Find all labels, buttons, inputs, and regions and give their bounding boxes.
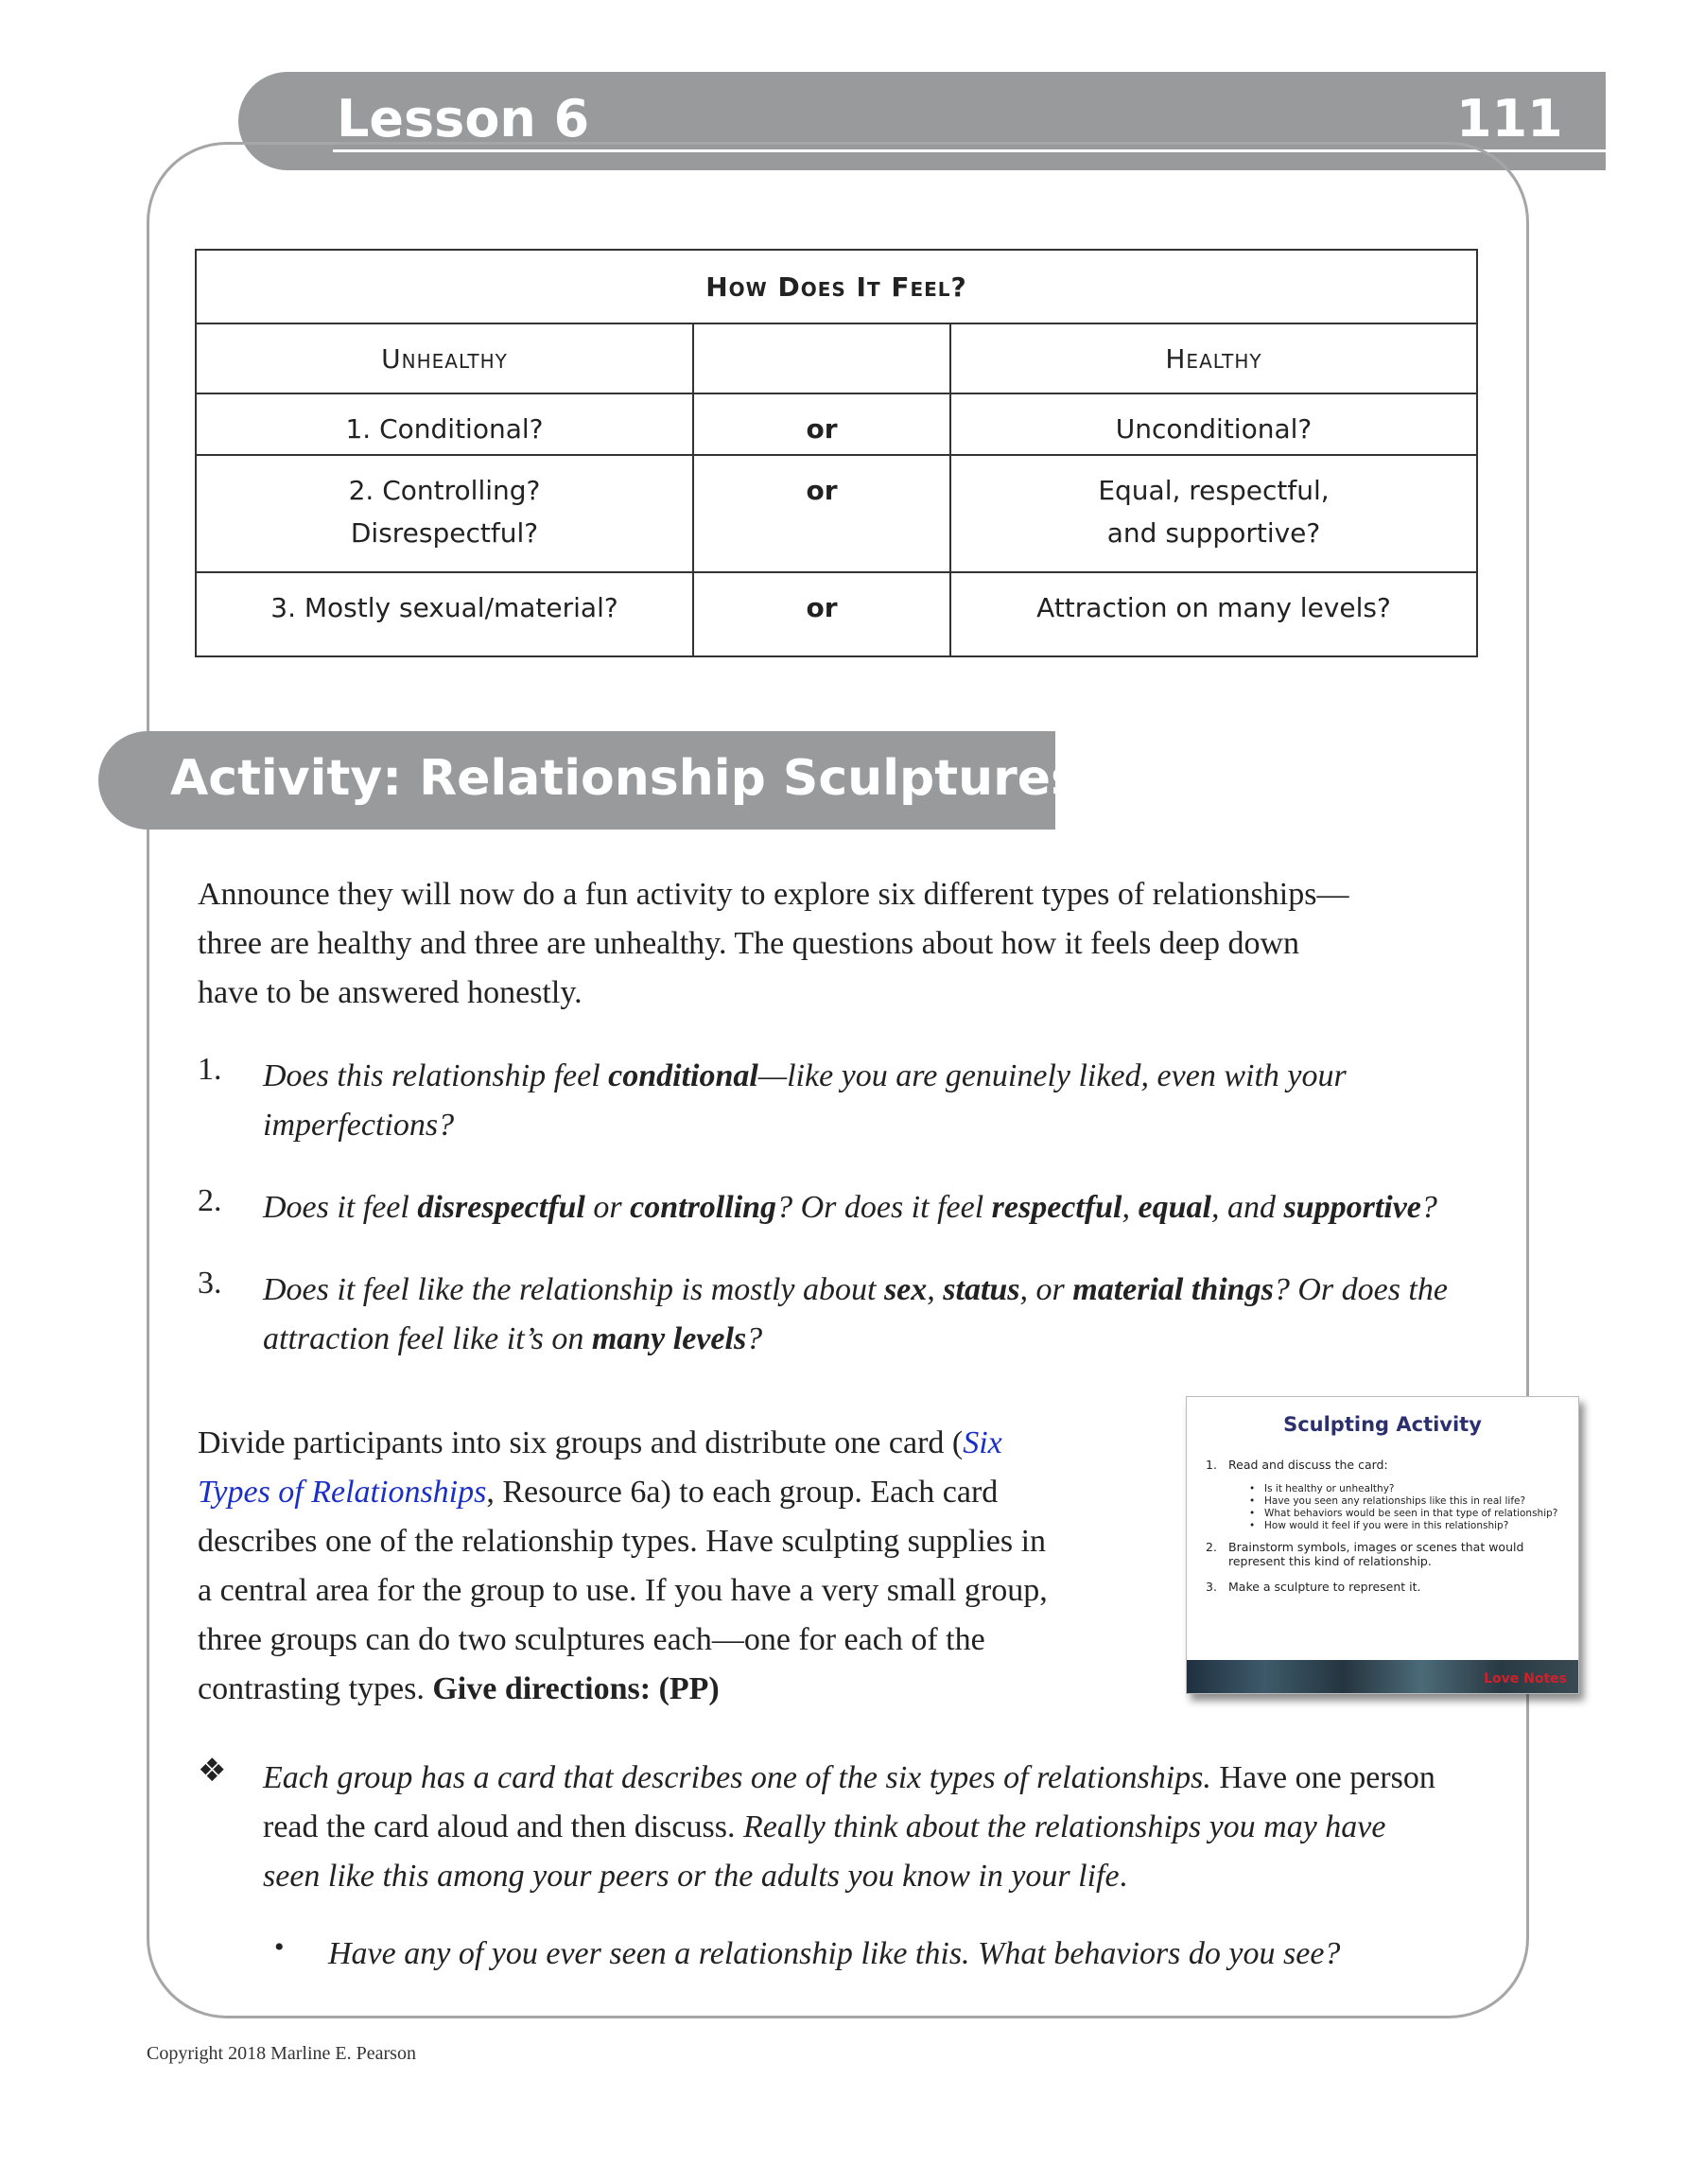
divide-paragraph (198, 1419, 1153, 1714)
or-cell: or (693, 455, 950, 572)
or-cell: or (693, 393, 950, 455)
group-instruction (263, 1754, 1492, 1901)
text: ? Or does it feel (776, 1190, 992, 1225)
page-number: 111 (1456, 89, 1563, 149)
cell-text: 2. Controlling? (348, 475, 541, 506)
column-header-unhealthy: Unhealthy (196, 323, 693, 393)
intro-line: have to be answered honestly. (198, 975, 583, 1010)
text: Have one person (1210, 1760, 1435, 1795)
text: three groups can do two sculptures each—one for each of the (198, 1622, 985, 1657)
table-title: How Does It Feel? (196, 250, 1477, 323)
text: read the card aloud and then discuss. (263, 1809, 743, 1844)
question-1 (263, 1052, 1492, 1150)
slide-title: Sculpting Activity (1283, 1413, 1482, 1436)
or-cell: or (693, 572, 950, 656)
cell-text: Attraction on many levels? (1036, 592, 1391, 623)
brand-logo: Love Notes (1484, 1671, 1567, 1686)
text: , Resource 6a) to each group. Each card (486, 1475, 999, 1510)
slide-step (1206, 1580, 1565, 1594)
text: or (584, 1190, 631, 1225)
text: ? (1420, 1190, 1437, 1225)
slide-step (1206, 1458, 1565, 1472)
text: Divide participants into six groups and distribute one card ( (198, 1425, 964, 1460)
table-row (196, 455, 1477, 572)
text: disrespectful (417, 1190, 585, 1225)
text: sex (883, 1272, 928, 1307)
cell-text: and supportive? (1106, 517, 1321, 549)
healthy-cell (950, 572, 1477, 656)
directions-label: Give directions: (PP) (432, 1671, 720, 1706)
resource-link[interactable]: Six (963, 1425, 1002, 1460)
section-title: Activity: Relationship Sculptures (170, 750, 1080, 807)
step-number: 1. (1206, 1458, 1217, 1472)
text: ? (746, 1321, 763, 1356)
slide-sub-bullet: • How would it feel if you were in this relationship? (1206, 1520, 1565, 1532)
cell-text: Unconditional? (1115, 413, 1313, 445)
text: , and (1210, 1190, 1284, 1225)
table-header-row (196, 323, 1477, 393)
intro-paragraph (198, 870, 1493, 1018)
bullet-icon: • (274, 1931, 285, 1963)
question-3 (263, 1266, 1492, 1364)
unhealthy-cell (196, 455, 693, 572)
slide-steps (1206, 1458, 1565, 1605)
lesson-title: Lesson 6 (337, 89, 590, 149)
slide-sub-list (1206, 1483, 1565, 1532)
slide-thumbnail (1186, 1396, 1579, 1694)
cell-text: Equal, respectful, (1098, 475, 1330, 506)
copyright: Copyright 2018 Marline E. Pearson (147, 2043, 416, 2064)
resource-link[interactable]: Types of Relationships (198, 1475, 487, 1510)
text: material things (1072, 1272, 1274, 1307)
table-row (196, 572, 1477, 656)
text: attraction feel like it’s on (263, 1321, 592, 1356)
column-header-middle (693, 323, 950, 393)
step-text: Brainstorm symbols, images or scenes that would represent this kind of relationship. (1228, 1540, 1524, 1568)
table-title-row (196, 250, 1477, 323)
intro-line: Announce they will now do a fun activity to explore six different types of relationships— (198, 877, 1349, 912)
unhealthy-cell (196, 393, 693, 455)
slide-step (1206, 1540, 1565, 1568)
unhealthy-cell (196, 572, 693, 656)
healthy-cell (950, 455, 1477, 572)
diamond-bullet-icon: ❖ (198, 1752, 227, 1790)
question-2 (263, 1183, 1492, 1232)
intro-line: three are healthy and three are unhealthy. The questions about how it feels deep down (198, 926, 1300, 961)
text: status (943, 1272, 1020, 1307)
step-text: Make a sculpture to represent it. (1228, 1580, 1421, 1594)
text: conditional (608, 1058, 758, 1093)
cell-text: 1. Conditional? (345, 413, 544, 445)
healthy-cell (950, 393, 1477, 455)
cell-text: Disrespectful? (350, 517, 539, 549)
text: . (1119, 1859, 1128, 1894)
text: Each group has a card that describes one of the six types of relationships. (263, 1760, 1211, 1795)
bullet-question: Have any of you ever seen a relationship like this. What behaviors do you see? (328, 1936, 1341, 1971)
question-number: 2. (198, 1183, 222, 1218)
text: respectful (991, 1190, 1122, 1225)
text: supportive (1283, 1190, 1421, 1225)
table-row (196, 393, 1477, 455)
text: —like you are genuinely liked, even with your (757, 1058, 1347, 1093)
step-text: Read and discuss the card: (1228, 1458, 1388, 1472)
text: Really think about the relationships you may have (742, 1809, 1386, 1844)
slide-sub-bullet: • Is it healthy or unhealthy? (1206, 1483, 1565, 1495)
question-number: 1. (198, 1052, 222, 1087)
cell-text: 3. Mostly sexual/material? (270, 592, 618, 623)
text: , (1122, 1190, 1139, 1225)
text: many levels (591, 1321, 747, 1356)
how-does-it-feel-table (195, 249, 1478, 657)
text: , or (1019, 1272, 1073, 1307)
text: Does it feel like the relationship is mostly about (263, 1272, 884, 1307)
step-number: 2. (1206, 1540, 1217, 1554)
text: a central area for the group to use. If you have a very small group, (198, 1573, 1048, 1608)
question-number: 3. (198, 1266, 222, 1301)
text: controlling (630, 1190, 777, 1225)
slide-sub-bullet: • What behaviors would be seen in that type of relationship? (1206, 1508, 1565, 1520)
column-header-healthy: Healthy (950, 323, 1477, 393)
text: , (927, 1272, 944, 1307)
text: seen like this among your peers or the adults you know in your life (263, 1859, 1120, 1894)
slide-sub-bullet: • Have you seen any relationships like this in real life? (1206, 1495, 1565, 1508)
text: ? Or does the (1273, 1272, 1448, 1307)
step-number: 3. (1206, 1580, 1217, 1594)
text: Does it feel (263, 1190, 418, 1225)
text: describes one of the relationship types. Have sculpting supplies in (198, 1524, 1047, 1559)
text: imperfections? (263, 1108, 455, 1143)
text: contrasting types. (198, 1671, 433, 1706)
text: equal (1138, 1190, 1211, 1225)
text: Does this relationship feel (263, 1058, 609, 1093)
